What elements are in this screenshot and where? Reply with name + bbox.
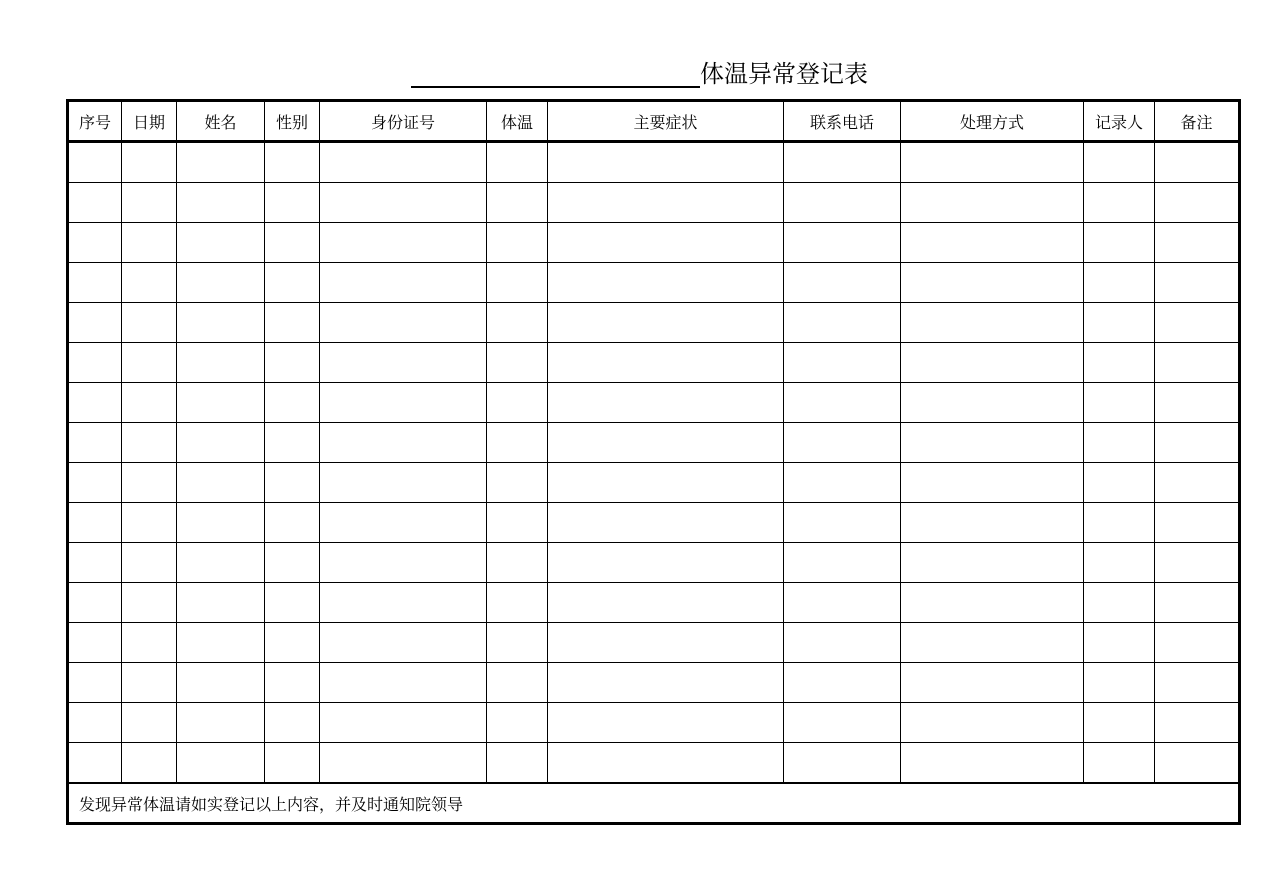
table-row — [68, 142, 1240, 183]
table-cell[interactable] — [784, 663, 901, 703]
table-cell[interactable] — [122, 463, 177, 503]
table-cell[interactable] — [177, 142, 265, 183]
table-cell[interactable] — [122, 623, 177, 663]
table-cell[interactable] — [548, 663, 784, 703]
table-cell[interactable] — [1155, 142, 1240, 183]
column-header: 姓名 — [177, 101, 265, 142]
table-cell[interactable] — [320, 463, 487, 503]
table-cell[interactable] — [1084, 343, 1155, 383]
table-cell[interactable] — [177, 303, 265, 343]
table-cell[interactable] — [548, 263, 784, 303]
column-header: 体温 — [487, 101, 548, 142]
table-cell[interactable] — [68, 423, 122, 463]
table-cell[interactable] — [487, 303, 548, 343]
table-cell[interactable] — [265, 142, 320, 183]
table-row — [68, 463, 1240, 503]
table-cell[interactable] — [548, 303, 784, 343]
table-cell[interactable] — [784, 503, 901, 543]
table-cell[interactable] — [265, 703, 320, 743]
table-cell[interactable] — [265, 623, 320, 663]
table-cell[interactable] — [265, 383, 320, 423]
table-cell[interactable] — [320, 623, 487, 663]
table-cell[interactable] — [1084, 663, 1155, 703]
footer-note: 发现异常体温请如实登记以上内容，并及时通知院领导 — [68, 783, 1240, 824]
table-cell[interactable] — [68, 343, 122, 383]
table-cell[interactable] — [1155, 183, 1240, 223]
table-cell[interactable] — [1084, 703, 1155, 743]
table-cell[interactable] — [320, 223, 487, 263]
table-cell[interactable] — [177, 183, 265, 223]
table-cell[interactable] — [784, 743, 901, 784]
registration-table — [66, 99, 1241, 825]
table-cell[interactable] — [1084, 623, 1155, 663]
table-cell[interactable] — [68, 383, 122, 423]
table-cell[interactable] — [1084, 743, 1155, 784]
table-cell[interactable] — [1084, 142, 1155, 183]
table-cell[interactable] — [320, 383, 487, 423]
table-row — [68, 183, 1240, 223]
table-row — [68, 543, 1240, 583]
table-cell[interactable] — [265, 663, 320, 703]
table-cell[interactable] — [265, 463, 320, 503]
table-cell[interactable] — [265, 583, 320, 623]
table-cell[interactable] — [320, 263, 487, 303]
table-cell[interactable] — [68, 503, 122, 543]
table-cell[interactable] — [1084, 263, 1155, 303]
table-cell[interactable] — [177, 263, 265, 303]
table-row — [68, 223, 1240, 263]
table-cell[interactable] — [122, 543, 177, 583]
table-row — [68, 423, 1240, 463]
table-cell[interactable] — [122, 663, 177, 703]
header-row — [68, 101, 1240, 142]
table-cell[interactable] — [68, 463, 122, 503]
table-cell[interactable] — [548, 423, 784, 463]
table-cell[interactable] — [68, 703, 122, 743]
table-cell[interactable] — [68, 663, 122, 703]
table-cell[interactable] — [320, 142, 487, 183]
table-row — [68, 503, 1240, 543]
table-cell[interactable] — [265, 183, 320, 223]
table-cell[interactable] — [68, 743, 122, 784]
table-cell[interactable] — [487, 183, 548, 223]
table-cell[interactable] — [122, 423, 177, 463]
table-cell[interactable] — [487, 423, 548, 463]
table-cell[interactable] — [122, 743, 177, 784]
table-row — [68, 703, 1240, 743]
table-cell[interactable] — [1084, 543, 1155, 583]
table-cell[interactable] — [68, 583, 122, 623]
table-cell[interactable] — [487, 623, 548, 663]
table-cell[interactable] — [1084, 383, 1155, 423]
table-cell[interactable] — [548, 463, 784, 503]
column-header: 主要症状 — [548, 101, 784, 142]
table-cell[interactable] — [177, 223, 265, 263]
column-header: 联系电话 — [784, 101, 901, 142]
table-cell[interactable] — [68, 183, 122, 223]
table-cell[interactable] — [548, 583, 784, 623]
column-header: 序号 — [68, 101, 122, 142]
column-header: 处理方式 — [901, 101, 1084, 142]
table-cell[interactable] — [784, 423, 901, 463]
table-cell[interactable] — [784, 623, 901, 663]
table-cell[interactable] — [68, 623, 122, 663]
table-cell[interactable] — [548, 743, 784, 784]
table-cell[interactable] — [320, 343, 487, 383]
table-cell[interactable] — [1084, 223, 1155, 263]
table-cell[interactable] — [487, 142, 548, 183]
table-cell[interactable] — [68, 263, 122, 303]
table-cell[interactable] — [1155, 543, 1240, 583]
table-cell[interactable] — [487, 583, 548, 623]
table-cell[interactable] — [177, 543, 265, 583]
table-cell[interactable] — [177, 583, 265, 623]
table-cell[interactable] — [901, 383, 1084, 423]
table-cell[interactable] — [122, 303, 177, 343]
table-cell[interactable] — [1084, 463, 1155, 503]
column-header: 记录人 — [1084, 101, 1155, 142]
table-cell[interactable] — [265, 503, 320, 543]
table-cell[interactable] — [265, 223, 320, 263]
table-cell[interactable] — [265, 743, 320, 784]
table-cell[interactable] — [784, 142, 901, 183]
table-cell[interactable] — [1084, 423, 1155, 463]
table-cell[interactable] — [177, 343, 265, 383]
table-row — [68, 383, 1240, 423]
table-cell[interactable] — [177, 383, 265, 423]
table-cell[interactable] — [784, 543, 901, 583]
table-cell[interactable] — [122, 343, 177, 383]
table-cell[interactable] — [1084, 183, 1155, 223]
table-cell[interactable] — [68, 142, 122, 183]
table-cell[interactable] — [1155, 663, 1240, 703]
table-cell[interactable] — [784, 183, 901, 223]
table-cell[interactable] — [487, 703, 548, 743]
table-cell[interactable] — [901, 423, 1084, 463]
table-cell[interactable] — [177, 743, 265, 784]
table-body — [68, 142, 1240, 784]
table-cell[interactable] — [320, 703, 487, 743]
column-header: 性别 — [265, 101, 320, 142]
table-cell[interactable] — [1155, 743, 1240, 784]
table-cell[interactable] — [265, 343, 320, 383]
table-cell[interactable] — [548, 503, 784, 543]
table-cell[interactable] — [1155, 263, 1240, 303]
table-cell[interactable] — [122, 383, 177, 423]
table-cell[interactable] — [1155, 223, 1240, 263]
table-cell[interactable] — [122, 183, 177, 223]
table-cell[interactable] — [320, 663, 487, 703]
table-cell[interactable] — [548, 223, 784, 263]
table-cell[interactable] — [177, 703, 265, 743]
table-cell[interactable] — [784, 383, 901, 423]
table-cell[interactable] — [265, 543, 320, 583]
table-cell[interactable] — [177, 423, 265, 463]
table-cell[interactable] — [548, 383, 784, 423]
table-row — [68, 343, 1240, 383]
table-cell[interactable] — [1084, 503, 1155, 543]
table-cell[interactable] — [68, 543, 122, 583]
table-cell[interactable] — [901, 343, 1084, 383]
table-cell[interactable] — [320, 583, 487, 623]
table-cell[interactable] — [320, 503, 487, 543]
table-cell[interactable] — [901, 503, 1084, 543]
table-cell[interactable] — [901, 703, 1084, 743]
table-cell[interactable] — [487, 223, 548, 263]
table-cell[interactable] — [122, 263, 177, 303]
table-cell[interactable] — [265, 423, 320, 463]
table-cell[interactable] — [1155, 383, 1240, 423]
table-cell[interactable] — [901, 743, 1084, 784]
table-cell[interactable] — [122, 703, 177, 743]
unit-name-blank[interactable] — [411, 56, 700, 88]
table-cell[interactable] — [1155, 503, 1240, 543]
table-cell[interactable] — [548, 543, 784, 583]
table-cell[interactable] — [122, 223, 177, 263]
table-cell[interactable] — [320, 303, 487, 343]
table-cell[interactable] — [320, 183, 487, 223]
table-cell[interactable] — [901, 263, 1084, 303]
table-cell[interactable] — [901, 543, 1084, 583]
table-cell[interactable] — [1155, 583, 1240, 623]
table-row — [68, 263, 1240, 303]
table-cell[interactable] — [487, 463, 548, 503]
table-cell[interactable] — [68, 223, 122, 263]
table-cell[interactable] — [548, 703, 784, 743]
form-title-text: 体温异常登记表 — [700, 60, 868, 88]
table-cell[interactable] — [320, 543, 487, 583]
table-row — [68, 623, 1240, 663]
table-cell[interactable] — [784, 343, 901, 383]
table-cell[interactable] — [265, 263, 320, 303]
table-cell[interactable] — [487, 343, 548, 383]
table-cell[interactable] — [487, 503, 548, 543]
table-cell[interactable] — [901, 663, 1084, 703]
table-cell[interactable] — [548, 343, 784, 383]
table-row — [68, 663, 1240, 703]
table-cell[interactable] — [122, 503, 177, 543]
table-cell[interactable] — [784, 703, 901, 743]
table-cell[interactable] — [177, 663, 265, 703]
table-cell[interactable] — [1084, 583, 1155, 623]
table-cell[interactable] — [901, 463, 1084, 503]
table-cell[interactable] — [68, 303, 122, 343]
column-header: 身份证号 — [320, 101, 487, 142]
table-cell[interactable] — [1155, 703, 1240, 743]
table-cell[interactable] — [487, 263, 548, 303]
table-cell[interactable] — [901, 623, 1084, 663]
footer-row — [68, 783, 1240, 824]
table-cell[interactable] — [901, 303, 1084, 343]
table-cell[interactable] — [122, 583, 177, 623]
table-cell[interactable] — [901, 223, 1084, 263]
table-cell[interactable] — [487, 663, 548, 703]
table-cell[interactable] — [487, 543, 548, 583]
column-header: 日期 — [122, 101, 177, 142]
table-cell[interactable] — [1155, 623, 1240, 663]
table-cell[interactable] — [548, 183, 784, 223]
table-cell[interactable] — [265, 303, 320, 343]
table-row — [68, 743, 1240, 784]
table-cell[interactable] — [784, 463, 901, 503]
table-cell[interactable] — [487, 383, 548, 423]
table-cell[interactable] — [177, 623, 265, 663]
table-cell[interactable] — [177, 463, 265, 503]
table-cell[interactable] — [320, 423, 487, 463]
table-cell[interactable] — [1155, 343, 1240, 383]
table-row — [68, 303, 1240, 343]
table-cell[interactable] — [901, 583, 1084, 623]
table-cell[interactable] — [177, 503, 265, 543]
table-cell[interactable] — [901, 142, 1084, 183]
table-cell[interactable] — [784, 583, 901, 623]
table-cell[interactable] — [901, 183, 1084, 223]
table-cell[interactable] — [548, 142, 784, 183]
table-cell[interactable] — [1155, 463, 1240, 503]
table-cell[interactable] — [784, 263, 901, 303]
table-cell[interactable] — [1155, 303, 1240, 343]
form-title — [411, 56, 868, 90]
table-cell[interactable] — [784, 223, 901, 263]
table-cell[interactable] — [1084, 303, 1155, 343]
table-cell[interactable] — [320, 743, 487, 784]
column-header: 备注 — [1155, 101, 1240, 142]
table-cell[interactable] — [122, 142, 177, 183]
table-cell[interactable] — [487, 743, 548, 784]
table-cell[interactable] — [548, 623, 784, 663]
table-row — [68, 583, 1240, 623]
table-cell[interactable] — [1155, 423, 1240, 463]
table-cell[interactable] — [784, 303, 901, 343]
